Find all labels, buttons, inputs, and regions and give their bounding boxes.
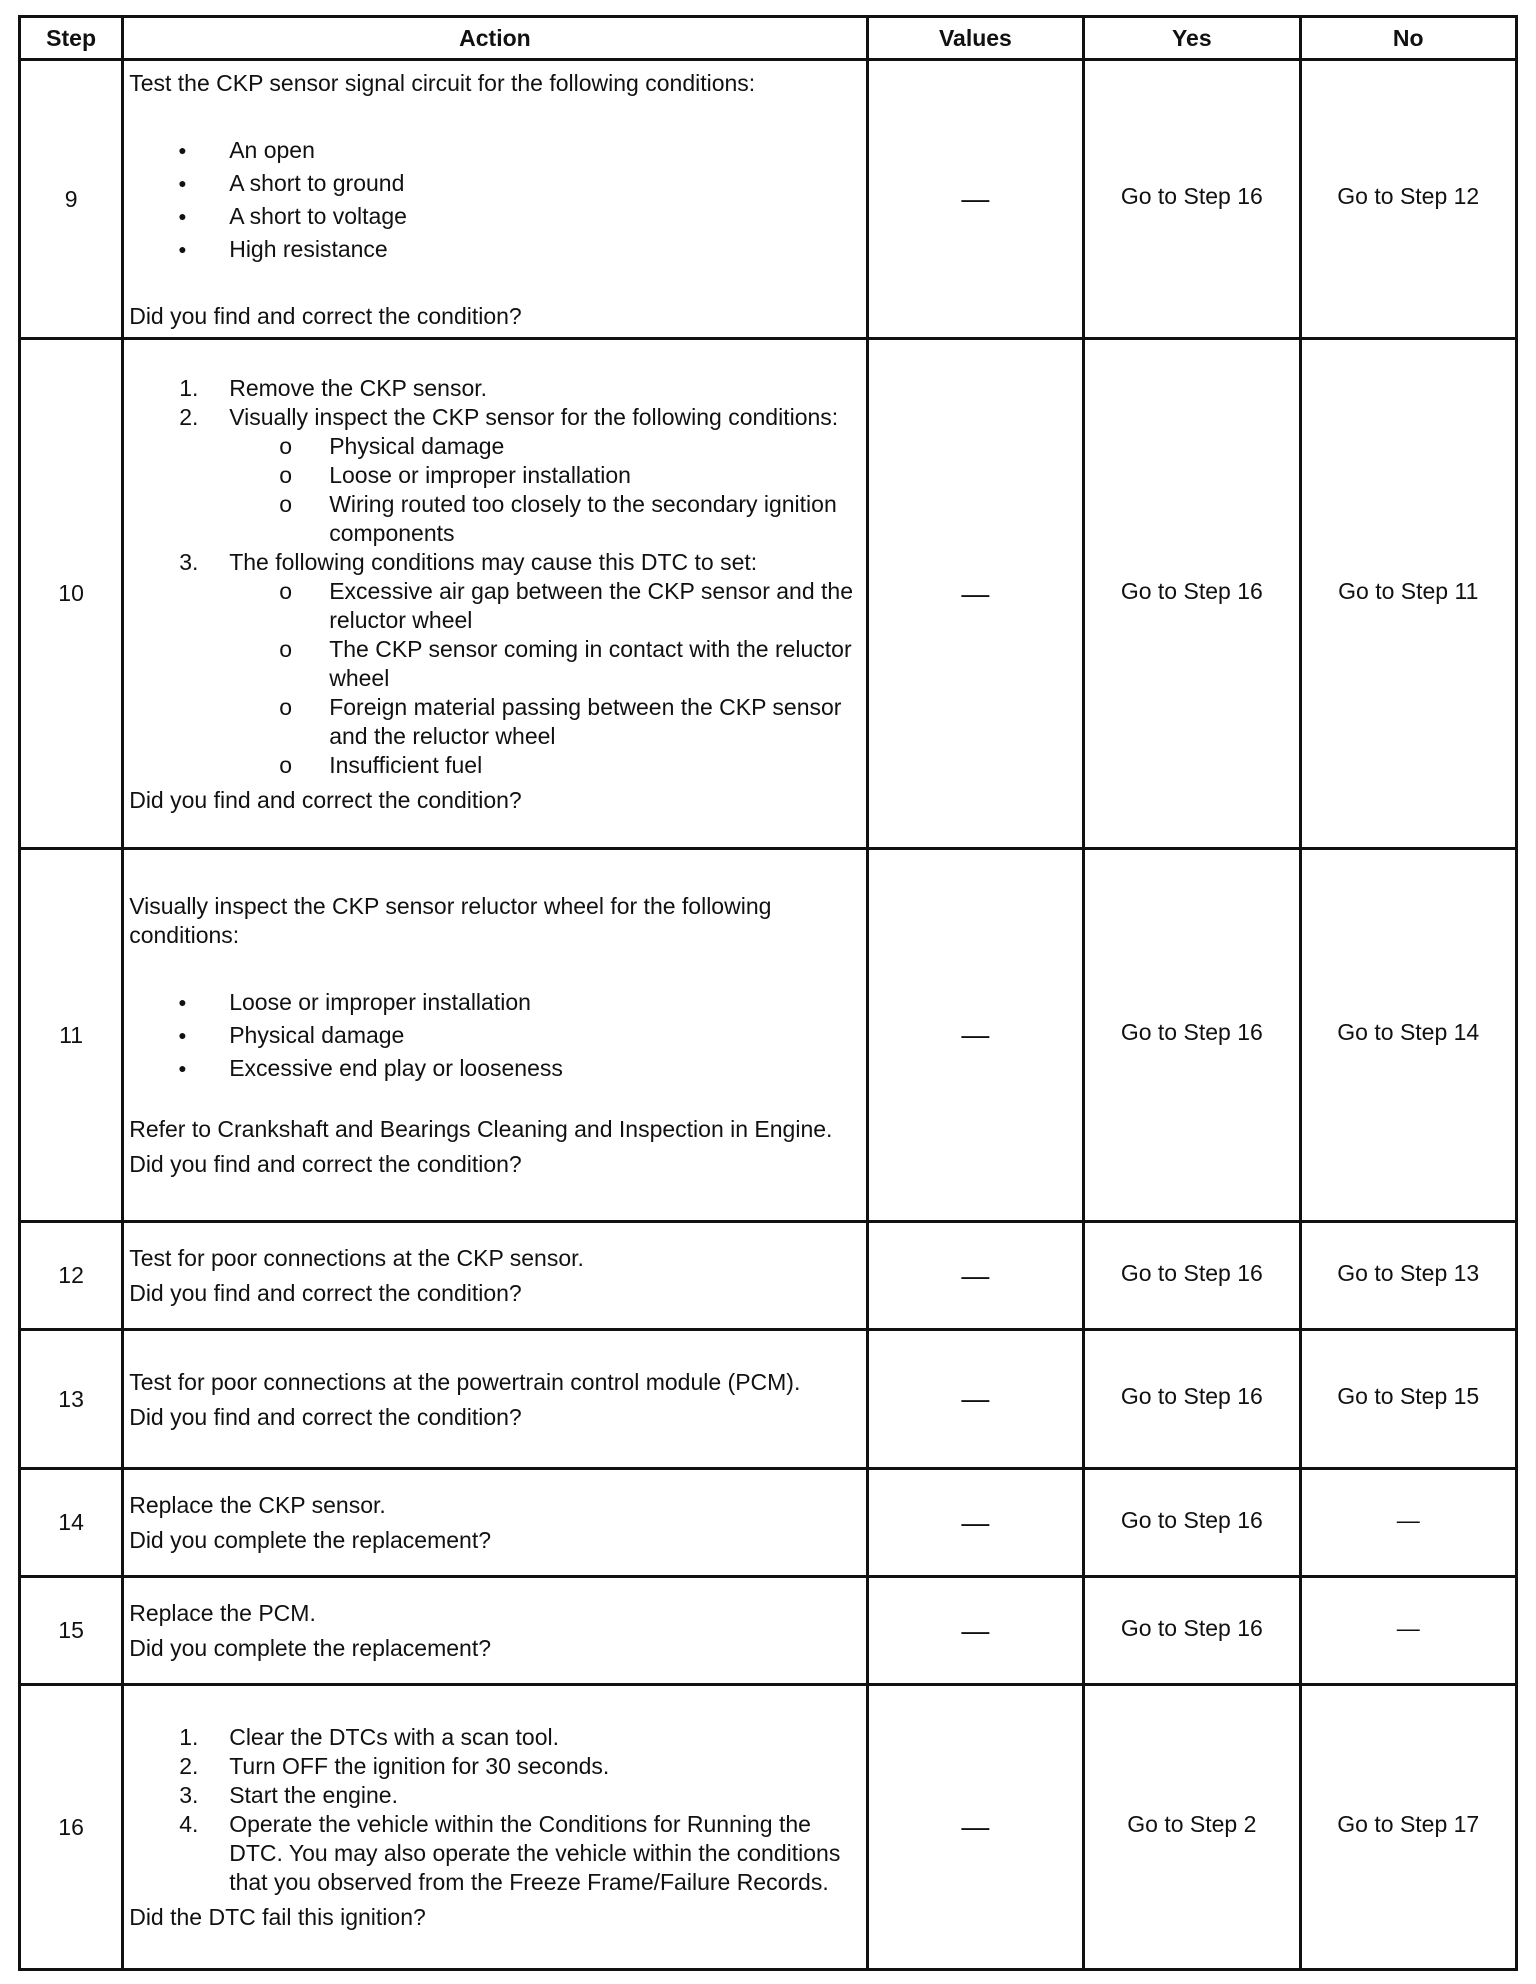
no-link: Go to Step 13: [1337, 1259, 1480, 1286]
yes-cell: [1084, 849, 1300, 1222]
numbered-list: [129, 1723, 860, 1897]
no-link: Go to Step 15: [1337, 1383, 1480, 1409]
step-number: 11: [20, 849, 123, 1222]
sub-list: [229, 577, 860, 780]
yes-link: Go to Step 16: [1120, 1019, 1263, 1045]
table-row: [20, 1577, 1517, 1685]
no-link: —: [1396, 1614, 1420, 1641]
no-cell: [1300, 849, 1516, 1222]
item-number: 4.: [179, 1811, 199, 1837]
header-action: Action: [123, 17, 867, 60]
sub-item: o Insufficient fuel: [129, 751, 860, 780]
no-cell: [1300, 1469, 1516, 1577]
action-intro: Replace the PCM.: [129, 1600, 316, 1626]
values-cell: —: [867, 1330, 1083, 1469]
no-link: Go to Step 11: [1338, 577, 1479, 604]
step-number: 13: [20, 1330, 123, 1469]
list-item: [129, 1752, 860, 1781]
yes-cell: [1084, 1469, 1300, 1577]
action-question: Did you find and correct the condition?: [129, 1403, 522, 1430]
action-question: Did you find and correct the condition?: [129, 302, 522, 329]
list-item: [129, 1781, 860, 1810]
values-cell: —: [867, 339, 1083, 849]
step-number: 14: [20, 1469, 123, 1577]
values-cell: —: [867, 849, 1083, 1222]
action-cell: [123, 849, 867, 1222]
item-number: 3.: [179, 1782, 199, 1808]
list-item: ● Physical damage: [129, 1019, 860, 1052]
list-item: ● High resistance: [129, 233, 860, 266]
yes-cell: [1084, 1222, 1300, 1330]
action-cell: [123, 1222, 867, 1330]
values-cell: —: [867, 1469, 1083, 1577]
list-item: [129, 1810, 860, 1897]
action-cell: [123, 1469, 867, 1577]
sub-item: o Foreign material passing between the CKP sensor and the reluctor wheel: [129, 693, 860, 751]
table-row: [20, 849, 1517, 1222]
item-number: 1.: [179, 1724, 199, 1750]
list-item: ● A short to ground: [129, 167, 860, 200]
step-number: 10: [20, 339, 123, 849]
list-item: ● An open: [129, 134, 860, 167]
action-question: Did you complete the replacement?: [129, 1635, 492, 1661]
list-item: [129, 374, 860, 403]
no-cell: [1300, 339, 1516, 849]
table-row: [20, 1685, 1517, 1970]
yes-cell: [1084, 60, 1300, 339]
header-step: Step: [20, 17, 123, 60]
yes-cell: [1084, 339, 1300, 849]
yes-link: Go to Step 16: [1120, 1259, 1263, 1286]
item-text: Clear the DTCs with a scan tool.: [229, 1724, 559, 1750]
list-item: ● A short to voltage: [129, 200, 860, 233]
no-link: Go to Step 17: [1337, 1811, 1480, 1837]
action-cell: [123, 339, 867, 849]
item-number: 3.: [179, 548, 199, 575]
step-number: 15: [20, 1577, 123, 1685]
sub-list: [229, 432, 860, 548]
item-text: Visually inspect the CKP sensor for the following conditions:: [229, 403, 839, 430]
sub-item: o Wiring routed too closely to the secondary ignition components: [129, 490, 860, 548]
action-intro: Test the CKP sensor signal circuit for the following conditions:: [129, 69, 756, 96]
header-no: No: [1300, 17, 1516, 60]
no-cell: [1300, 60, 1516, 339]
action-intro: Test for poor connections at the powertrain control module (PCM).: [129, 1368, 801, 1395]
action-intro: Visually inspect the CKP sensor reluctor wheel for the following conditions:: [129, 893, 772, 948]
item-number: 2.: [179, 403, 199, 430]
diagnostic-table: [18, 15, 1518, 1971]
action-cell: [123, 1685, 867, 1970]
yes-link: Go to Step 2: [1127, 1811, 1257, 1837]
yes-link: Go to Step 16: [1120, 577, 1263, 604]
header-yes: Yes: [1084, 17, 1300, 60]
bullet-list: [129, 134, 860, 266]
sub-item: o Physical damage: [129, 432, 860, 461]
table-row: [20, 339, 1517, 849]
action-intro: Test for poor connections at the CKP sensor.: [129, 1245, 584, 1271]
item-text: Turn OFF the ignition for 30 seconds.: [229, 1753, 610, 1779]
action-cell: [123, 1330, 867, 1469]
item-number: 2.: [179, 1753, 199, 1779]
item-text: Start the engine.: [229, 1782, 398, 1808]
numbered-list: [129, 374, 860, 780]
yes-link: Go to Step 16: [1120, 1506, 1263, 1533]
item-number: 1.: [179, 374, 199, 401]
step-number: 16: [20, 1685, 123, 1970]
header-values: Values: [867, 17, 1083, 60]
table-row: [20, 60, 1517, 339]
no-cell: [1300, 1222, 1516, 1330]
yes-link: Go to Step 16: [1120, 183, 1263, 209]
step-number: 9: [20, 60, 123, 339]
values-cell: —: [867, 1222, 1083, 1330]
step-number: 12: [20, 1222, 123, 1330]
no-cell: [1300, 1330, 1516, 1469]
table-row: [20, 1330, 1517, 1469]
yes-cell: [1084, 1330, 1300, 1469]
item-text: The following conditions may cause this DTC to set:: [229, 548, 758, 575]
list-item: [129, 403, 860, 548]
table-row: [20, 1469, 1517, 1577]
bullet-list: [129, 986, 860, 1085]
values-cell: —: [867, 1685, 1083, 1970]
no-cell: [1300, 1685, 1516, 1970]
header-row: [20, 17, 1517, 60]
sub-item: o Loose or improper installation: [129, 461, 860, 490]
list-item: [129, 548, 860, 780]
item-text: Remove the CKP sensor.: [229, 374, 488, 401]
action-intro: Replace the CKP sensor.: [129, 1492, 386, 1518]
yes-link: Go to Step 16: [1120, 1614, 1263, 1641]
yes-link: Go to Step 16: [1120, 1383, 1263, 1409]
list-item: [129, 1723, 860, 1752]
sub-item: o Excessive air gap between the CKP sensor and the reluctor wheel: [129, 577, 860, 635]
action-question: Did you find and correct the condition?: [129, 1151, 522, 1177]
list-item: ● Loose or improper installation: [129, 986, 860, 1019]
action-note: Refer to Crankshaft and Bearings Cleaning and Inspection in Engine.: [129, 1116, 833, 1142]
no-link: —: [1396, 1506, 1420, 1533]
table-row: [20, 1222, 1517, 1330]
no-cell: [1300, 1577, 1516, 1685]
no-link: Go to Step 12: [1337, 183, 1480, 209]
no-link: Go to Step 14: [1337, 1019, 1480, 1045]
action-cell: [123, 60, 867, 339]
action-cell: [123, 1577, 867, 1685]
action-question: Did you complete the replacement?: [129, 1527, 492, 1553]
values-cell: —: [867, 60, 1083, 339]
action-question: Did you find and correct the condition?: [129, 1280, 522, 1306]
yes-cell: [1084, 1577, 1300, 1685]
yes-cell: [1084, 1685, 1300, 1970]
action-question: Did the DTC fail this ignition?: [129, 1904, 426, 1930]
sub-item: o The CKP sensor coming in contact with the reluctor wheel: [129, 635, 860, 693]
action-question: Did you find and correct the condition?: [129, 786, 522, 813]
list-item: ● Excessive end play or looseness: [129, 1052, 860, 1085]
item-text: Operate the vehicle within the Conditions for Running the DTC. You may also operate the vehicle within the conditions that you observed from the Freeze Frame/Failure Records.: [229, 1811, 841, 1895]
values-cell: —: [867, 1577, 1083, 1685]
